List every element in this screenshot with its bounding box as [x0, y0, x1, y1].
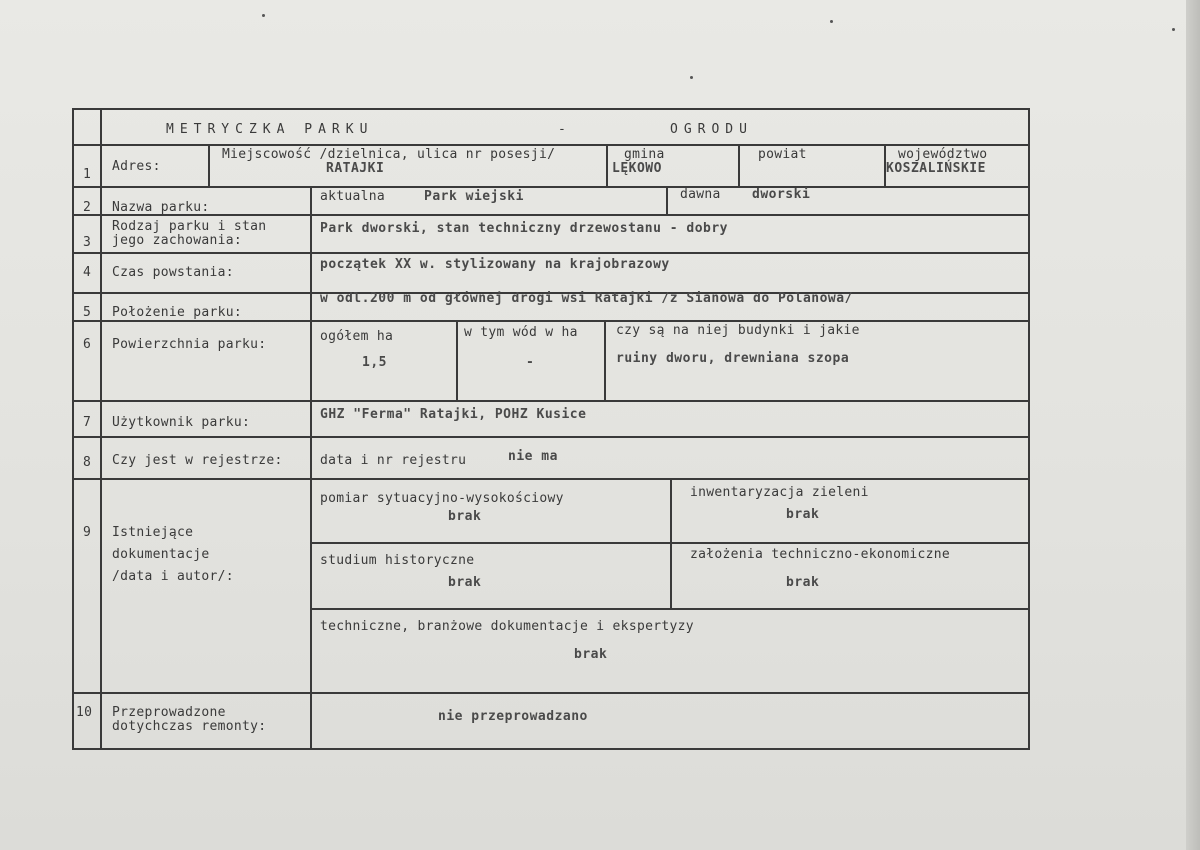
row-number-9: 9 — [83, 525, 92, 540]
row-divider-3 — [72, 214, 1030, 216]
speck — [262, 14, 265, 17]
number-column-divider — [100, 108, 102, 750]
renovations-label-line1: Przeprowadzone — [112, 705, 226, 720]
row-divider-7 — [72, 400, 1030, 402]
survey-value: brak — [448, 509, 482, 524]
row-number-8: 8 — [83, 455, 92, 470]
park-record-form — [72, 108, 1030, 750]
frame-left — [72, 108, 74, 750]
row-divider-2 — [72, 186, 1030, 188]
registry-value: nie ma — [508, 449, 558, 464]
total-area-value: 1,5 — [362, 355, 387, 370]
row-number-1: 1 — [83, 167, 92, 182]
historical-study-label: studium historyczne — [320, 553, 475, 568]
form-title-dash: - — [558, 122, 567, 137]
user-label: Użytkownik parku: — [112, 415, 251, 430]
water-area-value: - — [526, 355, 535, 370]
page-edge — [1186, 0, 1200, 850]
former-name-value: dworski — [752, 187, 811, 202]
locality-value: RATAJKI — [326, 161, 385, 176]
current-name-value: Park wiejski — [424, 189, 524, 204]
historical-study-value: brak — [448, 575, 482, 590]
row-number-4: 4 — [83, 265, 92, 280]
location-value: w odl.200 m od głównej drogi wsi Ratajki /z Sianowa do Polanowa/ — [320, 291, 853, 306]
documentation-label-line1: Istniejące — [112, 525, 194, 540]
row-number-10: 10 — [76, 705, 93, 720]
speck — [690, 76, 693, 79]
row-number-3: 3 — [83, 235, 92, 250]
technical-docs-label: techniczne, branżowe dokumentacje i ekspertyzy — [320, 619, 694, 634]
row-divider-4 — [72, 252, 1030, 254]
park-type-label-line1: Rodzaj parku i stan — [112, 219, 267, 234]
row9-divider-h2 — [310, 608, 1030, 610]
renovations-value: nie przeprowadzano — [438, 709, 588, 724]
frame-right — [1028, 108, 1030, 750]
spacer — [312, 144, 314, 146]
voivodeship-value: KOSZALIŃSKIE — [886, 161, 986, 176]
survey-label: pomiar sytuacyjno-wysokościowy — [320, 491, 564, 506]
technical-economic-value: brak — [786, 575, 820, 590]
row-divider-10 — [72, 692, 1030, 694]
commune-label: gmina — [624, 147, 665, 162]
registry-date-label: data i nr rejestru — [320, 453, 467, 468]
total-area-label: ogółem ha — [320, 329, 394, 344]
registry-label: Czy jest w rejestrze: — [112, 453, 283, 468]
current-name-label: aktualna — [320, 189, 386, 204]
row6-divider-b — [604, 320, 606, 400]
commune-value: LĘKOWO — [612, 161, 662, 176]
row-divider-1 — [72, 144, 1030, 146]
technical-docs-value: brak — [574, 647, 608, 662]
label-column-divider — [310, 186, 312, 750]
row1-divider-c — [738, 144, 740, 186]
address-label: Adres: — [112, 159, 161, 174]
row-number-7: 7 — [83, 415, 92, 430]
creation-time-value: początek XX w. stylizowany na krajobrazowy — [320, 257, 670, 272]
park-type-label-line2: jego zachowania: — [112, 233, 243, 248]
user-value: GHZ "Ferma" Ratajki, POHZ Kusice — [320, 407, 587, 422]
documentation-label-line3: /data i autor/: — [112, 569, 234, 584]
buildings-value: ruiny dworu, drewniana szopa — [616, 351, 850, 366]
locality-label: Miejscowość /dzielnica, ulica nr posesji/ — [222, 147, 556, 162]
frame-bottom — [72, 748, 1030, 750]
creation-time-label: Czas powstania: — [112, 265, 234, 280]
voivodeship-label: województwo — [898, 147, 988, 162]
row-number-2: 2 — [83, 200, 92, 215]
buildings-label: czy są na niej budynki i jakie — [616, 323, 860, 338]
row2-divider — [666, 186, 668, 214]
row-divider-8 — [72, 436, 1030, 438]
speck — [830, 20, 833, 23]
location-label: Położenie parku: — [112, 305, 243, 320]
water-area-label: w tym wód w ha — [464, 325, 578, 340]
row6-divider-a — [456, 320, 458, 400]
row-number-5: 5 — [83, 305, 92, 320]
area-label: Powierzchnia parku: — [112, 337, 267, 352]
row1-divider-b — [606, 144, 608, 186]
row9-divider-v — [670, 478, 672, 608]
documentation-label-line2: dokumentacje — [112, 547, 210, 562]
row-divider-9 — [72, 478, 1030, 480]
form-title-right: OGRODU — [670, 122, 753, 137]
greenery-inventory-label: inwentaryzacja zieleni — [690, 485, 869, 500]
form-title-left: METRYCZKA PARKU — [166, 122, 374, 137]
former-name-label: dawna — [680, 187, 721, 202]
county-label: powiat — [758, 147, 807, 162]
row1-divider-a — [208, 144, 210, 186]
speck — [1172, 28, 1175, 31]
frame-top — [72, 108, 1030, 110]
row-divider-6 — [72, 320, 1030, 322]
row-number-6: 6 — [83, 337, 92, 352]
park-name-label: Nazwa parku: — [112, 200, 210, 215]
technical-economic-label: założenia techniczno-ekonomiczne — [690, 547, 951, 562]
renovations-label-line2: dotychczas remonty: — [112, 719, 267, 734]
greenery-inventory-value: brak — [786, 507, 820, 522]
park-type-value: Park dworski, stan techniczny drzewostanu - dobry — [320, 221, 729, 236]
